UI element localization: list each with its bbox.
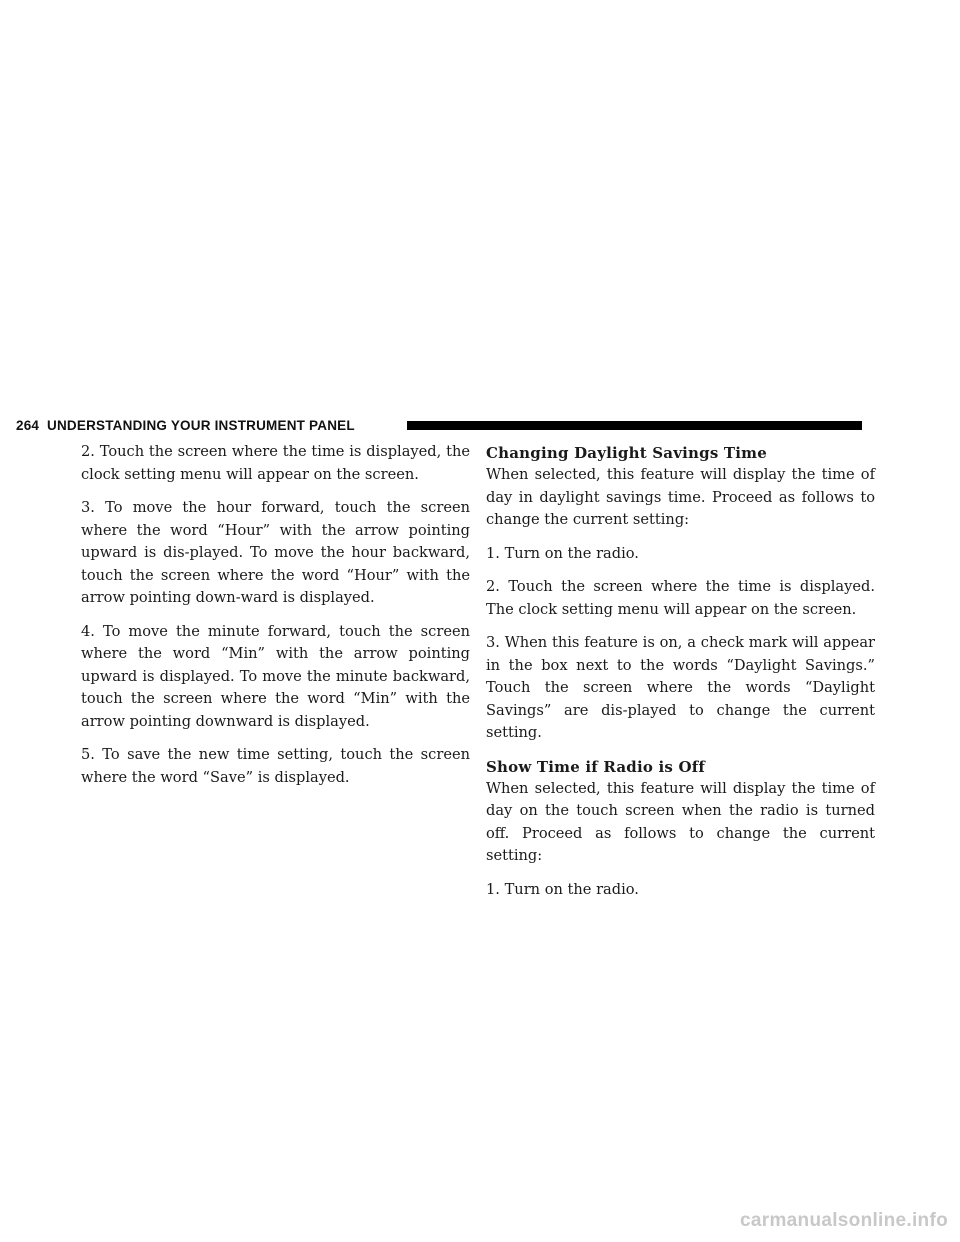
page-header-label [16,418,355,433]
left-column [81,441,470,800]
right-column [486,442,875,912]
step-3-paragraph: 3. To move the hour forward, touch the screen where the word “Hour” with the arrow pointing upward is dis-played. To move the hour backward, touch the screen where the word “Hour” with the arrow pointing down-ward is displayed. [81,499,470,606]
daylight-step-1: 1. Turn on the radio. [486,544,639,562]
section-title: UNDERSTANDING YOUR INSTRUMENT PANEL [47,418,355,433]
daylight-savings-intro: When selected, this feature will display the time of day in daylight savings time. Proceed as follows to change the current setting: [486,466,875,528]
step-2-paragraph: 2. Touch the screen where the time is displayed, the clock setting menu will appear on the screen. [81,443,470,483]
page-number: 264 [16,418,40,433]
daylight-step-3: 3. When this feature is on, a check mark will appear in the box next to the words “Daylight Savings.” Touch the screen where the words “Daylight Savings” are dis-played to change the current setting. [486,634,875,741]
show-time-heading: Show Time if Radio is Off [486,757,706,776]
daylight-step-2: 2. Touch the screen where the time is displayed. The clock setting menu will appear on the screen. [486,578,875,618]
header-rule-bar [407,421,862,430]
daylight-savings-heading: Changing Daylight Savings Time [486,444,767,462]
show-time-step-1: 1. Turn on the radio. [486,880,639,898]
step-4-paragraph: 4. To move the minute forward, touch the screen where the word “Min” with the arrow pointing upward is displayed. To move the minute backward, touch the screen where the word “Min” with the arrow pointing downward is displayed. [81,622,470,730]
watermark-text: carmanualsonline.info [740,1210,948,1231]
step-5-paragraph: 5. To save the new time setting, touch the screen where the word “Save” is displayed. [81,746,470,786]
show-time-intro: When selected, this feature will display the time of day on the touch screen when the radio is turned off. Proceed as follows to change the current setting: [486,779,875,864]
page-header [0,416,862,436]
